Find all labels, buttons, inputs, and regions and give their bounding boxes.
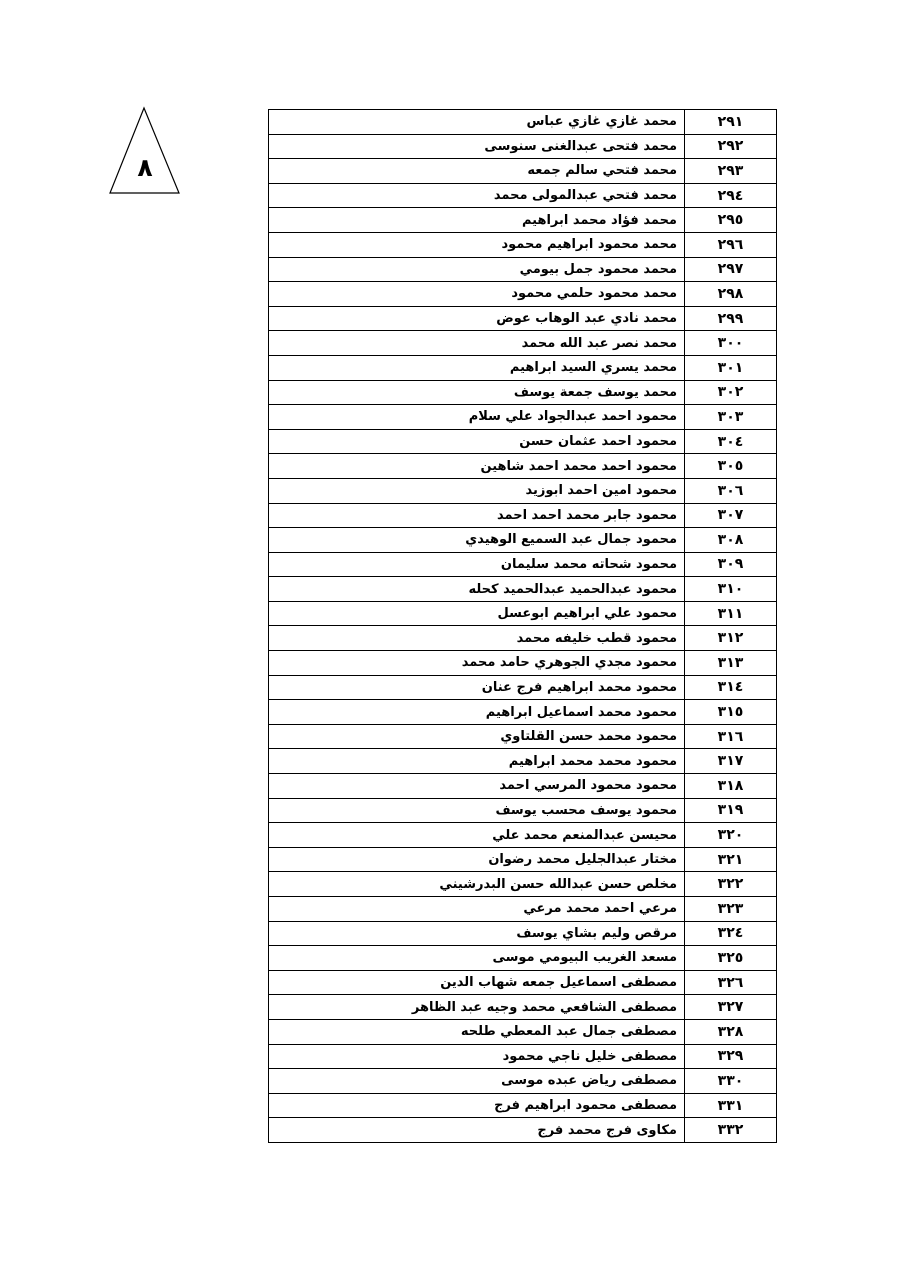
row-number: ٣٣٠ xyxy=(685,1069,777,1094)
row-number: ٣٠٥ xyxy=(685,454,777,479)
row-number: ٣٠٢ xyxy=(685,380,777,405)
person-name: محمود جمال عبد السميع الوهيدي xyxy=(269,528,685,553)
person-name: محمود علي ابراهيم ابوعسل xyxy=(269,601,685,626)
row-number: ٢٩٨ xyxy=(685,282,777,307)
table-row xyxy=(269,355,777,380)
table-row xyxy=(269,232,777,257)
person-name: مصطفى خليل ناجي محمود xyxy=(269,1044,685,1069)
row-number: ٣٠٧ xyxy=(685,503,777,528)
row-number: ٣٢٧ xyxy=(685,995,777,1020)
person-name: محمد فتحي عبدالمولى محمد xyxy=(269,183,685,208)
person-name: محمود مجدي الجوهري حامد محمد xyxy=(269,651,685,676)
person-name: محمد محمود حلمي محمود xyxy=(269,282,685,307)
row-number: ٣٢٩ xyxy=(685,1044,777,1069)
person-name: محمد فتحى عبدالغنى سنوسى xyxy=(269,134,685,159)
row-number: ٣١٨ xyxy=(685,774,777,799)
person-name: مصطفى الشافعي محمد وجيه عبد الظاهر xyxy=(269,995,685,1020)
table-row xyxy=(269,626,777,651)
row-number: ٣٢١ xyxy=(685,847,777,872)
table-row xyxy=(269,847,777,872)
names-table xyxy=(268,109,777,1143)
row-number: ٣٠١ xyxy=(685,355,777,380)
person-name: محمود احمد عبدالجواد علي سلام xyxy=(269,405,685,430)
table-row xyxy=(269,946,777,971)
person-name: محمود محمد اسماعيل ابراهيم xyxy=(269,700,685,725)
table-row xyxy=(269,601,777,626)
person-name: محمد محمود ابراهيم محمود xyxy=(269,232,685,257)
table-row xyxy=(269,478,777,503)
table-row xyxy=(269,724,777,749)
table-row xyxy=(269,110,777,135)
row-number: ٣٢٤ xyxy=(685,921,777,946)
person-name: محمود محمد حسن القلتاوي xyxy=(269,724,685,749)
table-row xyxy=(269,577,777,602)
table-row xyxy=(269,257,777,282)
table-row xyxy=(269,552,777,577)
table-row xyxy=(269,1093,777,1118)
row-number: ٣١٩ xyxy=(685,798,777,823)
person-name: محمد محمود جمل بيومي xyxy=(269,257,685,282)
row-number: ٣٣٢ xyxy=(685,1118,777,1143)
table-row xyxy=(269,134,777,159)
row-number: ٣٣١ xyxy=(685,1093,777,1118)
person-name: مصطفى اسماعيل جمعه شهاب الدين xyxy=(269,970,685,995)
person-name: محمود محمد محمد ابراهيم xyxy=(269,749,685,774)
table-row xyxy=(269,454,777,479)
row-number: ٣١٢ xyxy=(685,626,777,651)
table-row xyxy=(269,823,777,848)
person-name: محمد يوسف جمعة يوسف xyxy=(269,380,685,405)
person-name: محمود شحاته محمد سليمان xyxy=(269,552,685,577)
row-number: ٣٠٦ xyxy=(685,478,777,503)
row-number: ٣١١ xyxy=(685,601,777,626)
person-name: مخلص حسن عبدالله حسن البدرشيني xyxy=(269,872,685,897)
table-row xyxy=(269,1069,777,1094)
table-row xyxy=(269,995,777,1020)
row-number: ٣٠٣ xyxy=(685,405,777,430)
person-name: مسعد الغريب البيومي موسى xyxy=(269,946,685,971)
table-row xyxy=(269,774,777,799)
row-number: ٢٩٣ xyxy=(685,159,777,184)
row-number: ٣٢٠ xyxy=(685,823,777,848)
person-name: محمود عبدالحميد عبدالحميد كحله xyxy=(269,577,685,602)
table-row xyxy=(269,675,777,700)
row-number: ٣١٥ xyxy=(685,700,777,725)
table-row xyxy=(269,897,777,922)
row-number: ٣١٤ xyxy=(685,675,777,700)
row-number: ٢٩١ xyxy=(685,110,777,135)
row-number: ٣٠٨ xyxy=(685,528,777,553)
table-row xyxy=(269,1118,777,1143)
table-row xyxy=(269,798,777,823)
table-row xyxy=(269,1044,777,1069)
person-name: محمود احمد عثمان حسن xyxy=(269,429,685,454)
table-row xyxy=(269,183,777,208)
person-name: محمد غازي غازي عباس xyxy=(269,110,685,135)
person-name: محمد فتحي سالم جمعه xyxy=(269,159,685,184)
table-row xyxy=(269,208,777,233)
person-name: محمود محمود المرسي احمد xyxy=(269,774,685,799)
table-row xyxy=(269,429,777,454)
table-row xyxy=(269,651,777,676)
row-number: ٣٢٦ xyxy=(685,970,777,995)
person-name: محمود امين احمد ابوزيد xyxy=(269,478,685,503)
person-name: محمد يسري السيد ابراهيم xyxy=(269,355,685,380)
row-number: ٢٩٢ xyxy=(685,134,777,159)
row-number: ٣١٠ xyxy=(685,577,777,602)
person-name: مصطفى جمال عبد المعطي طلحه xyxy=(269,1019,685,1044)
table-row xyxy=(269,970,777,995)
person-name: مصطفى محمود ابراهيم فرج xyxy=(269,1093,685,1118)
row-number: ٣١٦ xyxy=(685,724,777,749)
person-name: مرعي احمد محمد مرعي xyxy=(269,897,685,922)
row-number: ٢٩٦ xyxy=(685,232,777,257)
person-name: مصطفى رياض عبده موسى xyxy=(269,1069,685,1094)
person-name: محمود احمد محمد احمد شاهين xyxy=(269,454,685,479)
person-name: محمود محمد ابراهيم فرج عنان xyxy=(269,675,685,700)
row-number: ٢٩٩ xyxy=(685,306,777,331)
row-number: ٣٠٤ xyxy=(685,429,777,454)
row-number: ٣٠٩ xyxy=(685,552,777,577)
person-name: محمد نصر عبد الله محمد xyxy=(269,331,685,356)
table-row xyxy=(269,749,777,774)
row-number: ٣٢٨ xyxy=(685,1019,777,1044)
row-number: ٣١٣ xyxy=(685,651,777,676)
row-number: ٢٩٧ xyxy=(685,257,777,282)
table-row xyxy=(269,159,777,184)
person-name: مختار عبدالجليل محمد رضوان xyxy=(269,847,685,872)
row-number: ٣٢٢ xyxy=(685,872,777,897)
table-row xyxy=(269,405,777,430)
person-name: محمد نادي عبد الوهاب عوض xyxy=(269,306,685,331)
row-number: ٣٢٥ xyxy=(685,946,777,971)
table-row xyxy=(269,331,777,356)
row-number: ٢٩٤ xyxy=(685,183,777,208)
table-row xyxy=(269,1019,777,1044)
row-number: ٢٩٥ xyxy=(685,208,777,233)
page-number-badge xyxy=(109,106,181,196)
table-row xyxy=(269,528,777,553)
names-table-body xyxy=(269,110,777,1143)
person-name: مكاوى فرج محمد فرج xyxy=(269,1118,685,1143)
table-row xyxy=(269,921,777,946)
row-number: ٣٢٣ xyxy=(685,897,777,922)
row-number: ٣٠٠ xyxy=(685,331,777,356)
table-row xyxy=(269,700,777,725)
page-number: ٨ xyxy=(137,153,153,182)
person-name: مرقص وليم بشاي يوسف xyxy=(269,921,685,946)
row-number: ٣١٧ xyxy=(685,749,777,774)
table-row xyxy=(269,306,777,331)
table-row xyxy=(269,282,777,307)
person-name: محمد فؤاد محمد ابراهيم xyxy=(269,208,685,233)
table-row xyxy=(269,503,777,528)
person-name: محمود جابر محمد احمد احمد xyxy=(269,503,685,528)
person-name: محمود قطب خليفه محمد xyxy=(269,626,685,651)
person-name: محيسن عبدالمنعم محمد علي xyxy=(269,823,685,848)
person-name: محمود يوسف محسب يوسف xyxy=(269,798,685,823)
table-row xyxy=(269,380,777,405)
table-row xyxy=(269,872,777,897)
